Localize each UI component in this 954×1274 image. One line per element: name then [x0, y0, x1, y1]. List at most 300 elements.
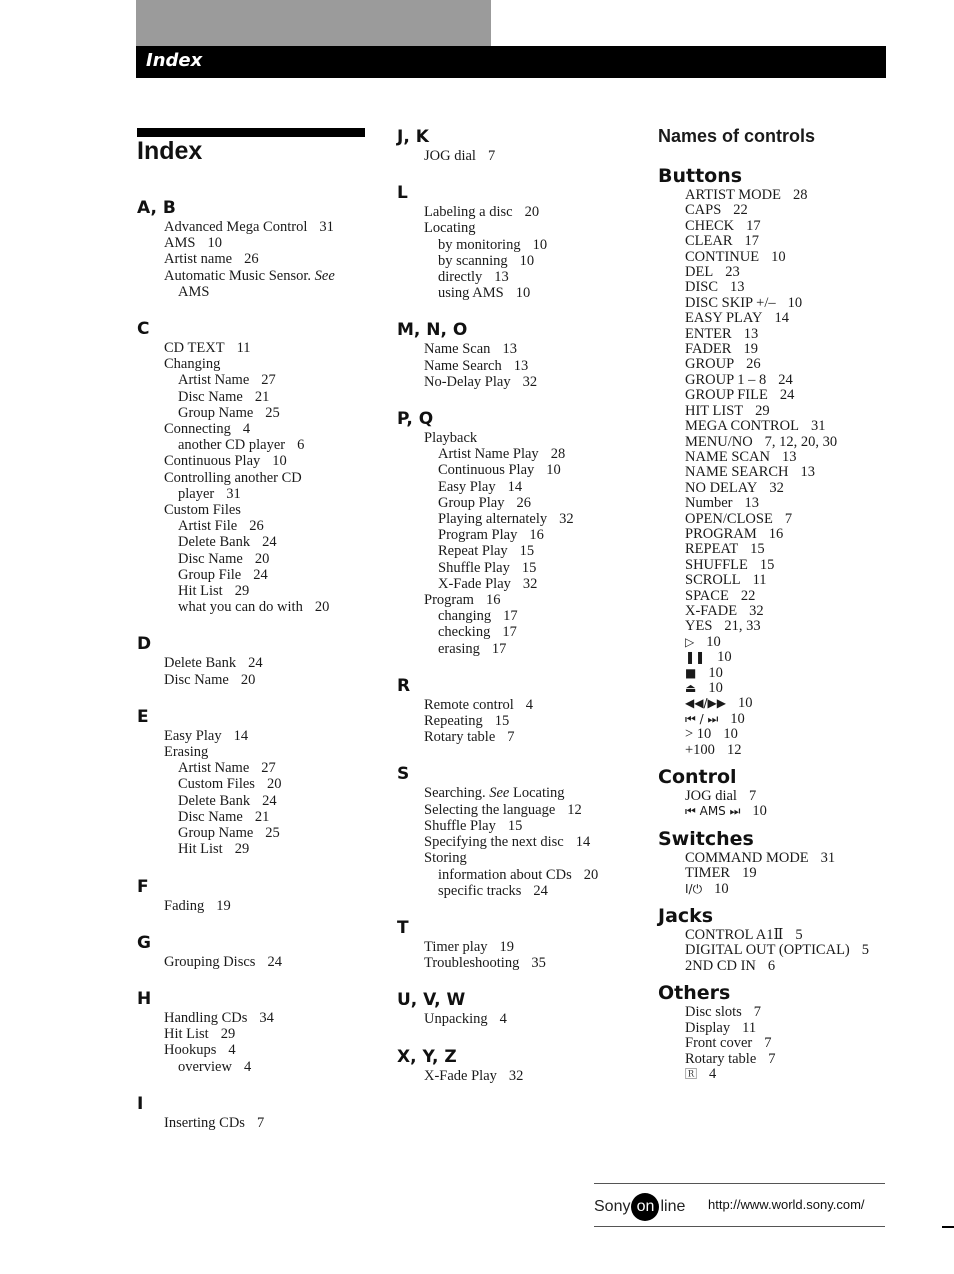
entry-text: Handling CDs	[164, 1009, 248, 1026]
entry-text: ⏏	[685, 681, 697, 695]
entry-page: 20	[240, 671, 256, 688]
index-entry	[685, 1005, 948, 1020]
entry-page: 19	[743, 341, 758, 358]
entry-text: DIGITAL OUT (OPTICAL)	[685, 942, 850, 959]
index-entry	[164, 672, 377, 688]
entry-page: 20	[524, 204, 540, 221]
index-section	[397, 917, 637, 971]
entry-page: 10	[714, 880, 729, 897]
entry-text: > 10	[685, 726, 712, 743]
index-section	[397, 408, 637, 657]
index-entry	[164, 486, 377, 502]
entry-page: 13	[743, 325, 759, 342]
index-section	[397, 989, 637, 1027]
entry-page: 10	[708, 664, 723, 681]
index-entry	[685, 481, 948, 496]
index-entry	[164, 356, 377, 372]
entry-page: 32	[769, 479, 784, 496]
index-entry	[424, 253, 637, 269]
entry-text: overview	[178, 1058, 232, 1075]
entry-page: 10	[723, 726, 738, 743]
index-section	[397, 126, 637, 164]
index-section	[137, 876, 377, 914]
entry-text: Grouping Discs	[164, 953, 256, 970]
index-entry	[164, 470, 377, 486]
section-letter: P, Q	[397, 409, 434, 430]
index-entry	[164, 583, 377, 599]
entry-page: 10	[730, 710, 745, 727]
entry-list	[424, 785, 637, 898]
index-entry	[685, 743, 948, 758]
entry-list	[164, 954, 377, 970]
section-letter: F	[137, 876, 149, 897]
entry-page: 4	[242, 421, 251, 438]
index-entry	[685, 558, 948, 573]
entry-text: Custom Files	[164, 502, 241, 519]
entry-page: 24	[253, 566, 268, 583]
index-entry	[685, 311, 948, 326]
entry-list	[424, 1011, 637, 1027]
entry-text: Disc Name	[178, 808, 243, 825]
index-entry	[685, 804, 948, 819]
entry-text: Group File	[178, 566, 242, 583]
entry-page: 31	[820, 849, 836, 866]
entry-text: Locating	[424, 220, 476, 237]
entry-page: 17	[746, 217, 761, 234]
index-entry	[424, 955, 637, 971]
logo-line: line	[660, 1198, 686, 1215]
controls-heading: Switches	[658, 827, 754, 850]
entry-page: 26	[516, 494, 531, 511]
entry-page: 32	[522, 575, 538, 592]
index-entry	[424, 543, 637, 559]
controls-list	[685, 188, 948, 758]
entry-text: ARTIST MODE	[685, 187, 781, 203]
entry-text: GROUP 1 – 8	[685, 371, 767, 388]
index-entry	[164, 268, 377, 284]
entry-text: Controlling another CD	[164, 469, 302, 486]
index-entry	[424, 641, 637, 657]
section-letter: X, Y, Z	[397, 1046, 457, 1067]
index-entry	[424, 834, 637, 850]
section-letter: U, V, W	[397, 990, 466, 1011]
index-entry	[685, 696, 948, 711]
section-letter: R	[397, 675, 411, 696]
entry-page: 10	[272, 453, 287, 470]
entry-page: 26	[249, 518, 264, 535]
index-entry	[685, 789, 948, 804]
entry-text: COMMAND MODE	[685, 849, 809, 866]
index-entry	[164, 421, 377, 437]
controls-section	[658, 828, 948, 897]
entry-text: Changing	[164, 356, 221, 373]
index-entry	[424, 220, 637, 236]
index-section	[397, 675, 637, 746]
entry-text: using AMS	[438, 285, 504, 302]
entry-page: 20	[583, 866, 599, 883]
entry-page: 21, 33	[724, 618, 761, 635]
entry-text: Timer play	[424, 938, 488, 955]
index-entry	[164, 340, 377, 356]
index-entry	[164, 744, 377, 760]
index-entry	[424, 479, 637, 495]
index-entry	[424, 495, 637, 511]
entry-text: Number	[685, 495, 733, 512]
index-entry	[685, 666, 948, 681]
entry-text: Artist name	[164, 251, 233, 268]
entry-text: YES	[685, 618, 713, 635]
entry-page: 20	[254, 550, 270, 567]
entry-text: Artist Name Play	[438, 446, 539, 463]
entry-page: 14	[507, 478, 523, 495]
index-entry	[424, 462, 637, 478]
index-entry	[685, 296, 948, 311]
entry-text: Display	[685, 1019, 731, 1036]
index-entry	[685, 943, 948, 958]
index-entry	[685, 589, 948, 604]
entry-text: NO DELAY	[685, 479, 758, 496]
index-entry	[685, 465, 948, 480]
entry-page: 22	[740, 587, 756, 604]
entry-page: 10	[717, 649, 732, 666]
header-bar	[136, 46, 886, 78]
entry-text: MENU/NO	[685, 433, 753, 450]
entry-list	[424, 341, 637, 390]
entry-list	[424, 939, 637, 971]
index-entry	[424, 341, 637, 357]
entry-text: Rotary table	[424, 729, 496, 746]
index-entry	[164, 567, 377, 583]
index-entry	[424, 624, 637, 640]
entry-page: 15	[750, 541, 765, 558]
entry-text: Hit List	[178, 841, 223, 858]
index-entry	[685, 727, 948, 742]
entry-list	[164, 655, 377, 687]
entry-text: NAME SEARCH	[685, 464, 789, 481]
index-entry	[164, 1042, 377, 1058]
index-section	[137, 1093, 377, 1131]
index-entry	[164, 284, 377, 300]
entry-text: SHUFFLE	[685, 556, 748, 573]
entry-text: Continuous Play	[164, 453, 261, 470]
entry-page: 4	[243, 1058, 252, 1075]
index-entry	[685, 527, 948, 542]
index-entry	[685, 342, 948, 357]
entry-page: 7	[753, 1004, 762, 1021]
entry-page: 25	[265, 825, 280, 842]
section-letter: I	[137, 1093, 144, 1114]
entry-text: Group Name	[178, 825, 254, 842]
index-section	[137, 932, 377, 970]
entry-page: 13	[744, 495, 760, 512]
entry-text: 🅁	[685, 1066, 698, 1081]
index-entry	[164, 453, 377, 469]
entry-text: CD TEXT	[164, 340, 225, 357]
index-entry	[685, 851, 948, 866]
entry-text: ❚❚	[685, 650, 706, 665]
entry-text: TIMER	[685, 865, 731, 882]
entry-text: Shuffle Play	[424, 817, 496, 834]
index-entry	[164, 728, 377, 744]
entry-text: player	[178, 485, 215, 502]
entry-page: 22	[733, 202, 748, 219]
entry-text: I/⏻	[685, 881, 703, 896]
entry-text: Advanced Mega Control	[164, 219, 308, 235]
entry-text: ▷	[685, 634, 695, 649]
entry-text: X-FADE	[685, 602, 738, 619]
entry-page: 19	[742, 865, 757, 882]
entry-text: Searching.	[424, 785, 486, 802]
entry-page: 15	[507, 817, 523, 834]
entry-text: 2ND CD IN	[685, 957, 756, 974]
entry-text: Inserting CDs	[164, 1114, 245, 1131]
index-entry	[685, 327, 948, 342]
index-entry	[685, 450, 948, 465]
index-entry	[685, 404, 948, 419]
index-entry	[164, 534, 377, 550]
entry-page: 10	[207, 235, 222, 252]
entry-list	[424, 430, 637, 657]
entry-page: 11	[742, 1019, 757, 1036]
index-entry	[685, 635, 948, 650]
title-rule	[137, 128, 365, 137]
entry-page: 32	[508, 1067, 524, 1084]
entry-page: 7	[784, 510, 793, 527]
entry-page: 10	[532, 236, 548, 253]
controls-list	[685, 928, 948, 974]
entry-page: 10	[752, 803, 767, 820]
index-entry	[424, 939, 637, 955]
index-entry	[685, 573, 948, 588]
entry-text: JOG dial	[424, 148, 476, 164]
entry-page: 32	[522, 373, 538, 390]
entry-page: 17	[503, 608, 518, 625]
controls-list	[685, 789, 948, 820]
entry-text: DISC SKIP +/–	[685, 294, 776, 311]
index-entry	[164, 1010, 377, 1026]
entry-text: Disc Name	[164, 671, 229, 688]
index-column-1	[137, 197, 377, 1149]
index-entry	[424, 576, 637, 592]
entry-page: 14	[575, 834, 591, 851]
index-entry	[424, 818, 637, 834]
see-reference: See	[314, 267, 335, 284]
entry-text: SCROLL	[685, 572, 741, 589]
index-entry	[424, 850, 637, 866]
index-entry	[424, 785, 637, 801]
section-letter: G	[137, 932, 151, 953]
entry-text: ⏮ / ⏭	[685, 711, 719, 726]
entry-text: ◀◀/▶▶	[685, 696, 726, 711]
section-letter: L	[397, 183, 408, 204]
entry-page: 20	[266, 776, 282, 793]
entry-page: 10	[546, 462, 561, 479]
index-section	[137, 706, 377, 858]
entry-page: 11	[236, 340, 251, 357]
entry-text: Easy Play	[164, 727, 222, 744]
index-entry	[424, 592, 637, 608]
index-entry	[685, 619, 948, 634]
index-entry	[685, 234, 948, 249]
section-letter: C	[137, 319, 150, 340]
entry-text: Disc Name	[178, 550, 243, 567]
entry-page: 27	[261, 760, 276, 777]
index-entry	[424, 237, 637, 253]
entry-page: 4	[709, 1065, 717, 1082]
entry-page: 17	[744, 233, 760, 250]
logo-sony: Sony	[594, 1198, 631, 1215]
entry-text: CLEAR	[685, 233, 733, 250]
index-entry	[685, 388, 948, 403]
page-title: Index	[137, 137, 203, 165]
entry-text: ■	[685, 665, 697, 680]
controls-list	[685, 851, 948, 897]
entry-text: Delete Bank	[178, 792, 251, 809]
entry-text: REPEAT	[685, 541, 739, 558]
entry-page: 19	[216, 897, 231, 914]
index-entry	[685, 1067, 948, 1082]
entry-page: 21	[254, 388, 270, 405]
entry-page: 13	[730, 279, 745, 296]
entry-page: 4	[228, 1042, 236, 1059]
index-section	[137, 633, 377, 687]
sony-online-logo	[594, 1193, 685, 1221]
index-entry	[424, 713, 637, 729]
entry-page: 4	[499, 1011, 507, 1028]
entry-page: 12	[726, 741, 742, 758]
header-gray-tab	[136, 0, 491, 46]
entry-text: Rotary table	[685, 1050, 757, 1067]
entry-page: 13	[502, 341, 517, 358]
index-entry	[424, 729, 637, 745]
entry-text: Hit List	[164, 1026, 209, 1043]
entry-page: 15	[759, 556, 775, 573]
index-entry	[424, 285, 637, 301]
controls-heading: Jacks	[658, 905, 714, 928]
entry-page: 17	[491, 640, 507, 657]
entry-page: 32	[749, 602, 764, 619]
section-letter: J, K	[397, 127, 429, 147]
entry-text: Storing	[424, 850, 467, 867]
index-entry	[424, 1011, 637, 1027]
index-entry	[164, 251, 377, 267]
entry-text: JOG dial	[685, 788, 737, 805]
index-entry	[164, 219, 377, 235]
entry-text: Hookups	[164, 1042, 217, 1059]
index-entry	[685, 681, 948, 696]
entry-text: +100	[685, 741, 715, 758]
controls-section	[658, 766, 948, 820]
controls-sections	[658, 165, 948, 1082]
index-entry	[164, 372, 377, 388]
index-entry	[164, 793, 377, 809]
index-entry	[685, 712, 948, 727]
footer-url[interactable]: http://www.world.sony.com/	[708, 1197, 865, 1212]
index-entry	[424, 204, 637, 220]
index-entry	[685, 542, 948, 557]
section-letter: A, B	[137, 198, 176, 218]
entry-page: 16	[485, 592, 501, 609]
entry-page: 31	[811, 418, 826, 435]
entry-text: Specifying the next disc	[424, 834, 564, 851]
entry-text: information about CDs	[438, 866, 572, 883]
entry-page: 24	[262, 534, 277, 551]
entry-text: Group Play	[438, 494, 505, 511]
entry-page: 29	[220, 1026, 236, 1043]
index-entry	[164, 1026, 377, 1042]
header-title: Index	[146, 50, 203, 71]
entry-page: 14	[774, 310, 789, 327]
entry-page: 16	[768, 525, 784, 542]
entry-text: MEGA CONTROL	[685, 418, 799, 435]
entry-page: 6	[767, 957, 776, 974]
index-entry	[164, 898, 377, 914]
entry-text: DISC	[685, 279, 719, 296]
entry-text: Custom Files	[178, 776, 255, 793]
index-entry	[424, 358, 637, 374]
index-entry	[164, 776, 377, 792]
entry-page: 14	[233, 727, 249, 744]
entry-page: 24	[778, 371, 793, 388]
index-entry	[685, 435, 948, 450]
index-entry	[685, 188, 948, 203]
index-entry	[424, 430, 637, 446]
index-entry	[685, 1052, 948, 1067]
index-entry	[685, 1021, 948, 1036]
entry-text: Artist Name	[178, 372, 250, 389]
index-entry	[164, 405, 377, 421]
index-section	[397, 182, 637, 301]
entry-text: X-Fade Play	[438, 575, 511, 592]
entry-text: another CD player	[178, 437, 286, 454]
entry-text: Labeling a disc	[424, 204, 513, 221]
index-entry	[424, 867, 637, 883]
entry-text: Easy Play	[438, 478, 496, 495]
index-entry	[164, 599, 377, 615]
index-entry	[164, 1059, 377, 1075]
entry-text: what you can do with	[178, 599, 303, 616]
entry-text: Name Search	[424, 357, 502, 374]
entry-page: 32	[559, 511, 574, 528]
entry-text: Connecting	[164, 421, 231, 438]
entry-page: 10	[708, 680, 723, 696]
entry-page: 13	[782, 448, 797, 465]
index-entry	[424, 1068, 637, 1084]
entry-page: 29	[234, 583, 250, 600]
controls-column	[658, 124, 948, 1090]
entry-text: Disc slots	[685, 1004, 742, 1021]
entry-text: CONTROL A1Ⅱ	[685, 927, 784, 944]
entry-text: Remote control	[424, 696, 514, 713]
entry-text: checking	[438, 624, 491, 641]
index-entry	[424, 608, 637, 624]
entry-page: 23	[725, 264, 740, 281]
entry-text: erasing	[438, 640, 480, 657]
entry-page: 7	[487, 148, 496, 164]
controls-section	[658, 905, 948, 974]
logo-on: on	[631, 1193, 659, 1221]
index-entry	[424, 527, 637, 543]
entry-text: CAPS	[685, 202, 722, 219]
entry-text: Troubleshooting	[424, 955, 520, 972]
entry-text: by monitoring	[438, 236, 521, 253]
entry-page: 10	[706, 633, 721, 650]
entry-text: EASY PLAY	[685, 310, 763, 327]
entry-text: Group Name	[178, 404, 254, 421]
entry-page: 17	[502, 624, 517, 641]
entry-page: 24	[779, 387, 795, 404]
entry-page: 7	[256, 1114, 265, 1131]
